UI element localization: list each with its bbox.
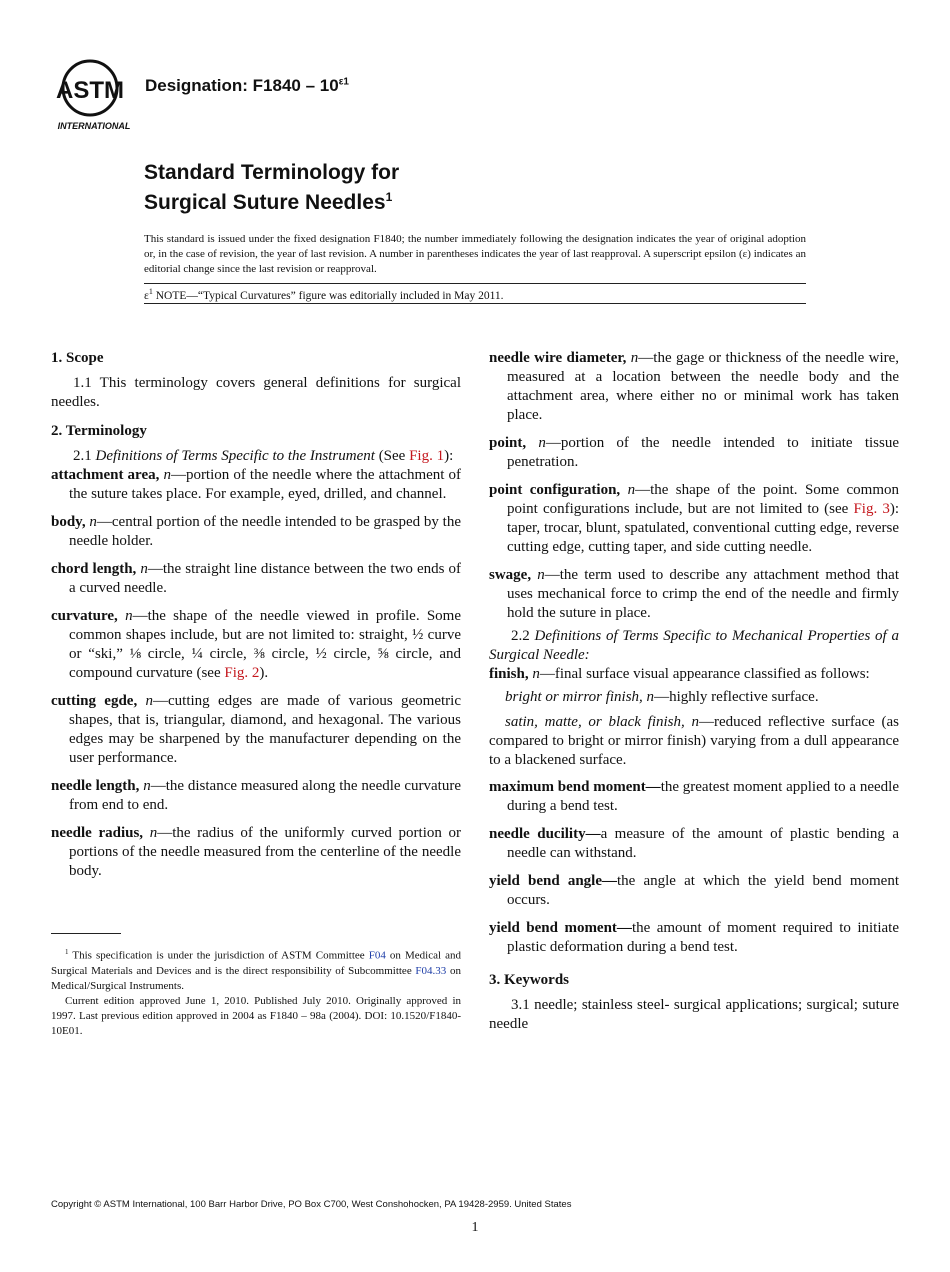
title-line-2: Surgical Suture Needles — [144, 191, 386, 214]
part-of-speech: n — [630, 350, 639, 366]
part-of-speech: n — [538, 435, 546, 451]
definition-text: —portion of the needle intended to initiate tissue penetration. — [507, 435, 899, 470]
footnote-text: This specification is under the jurisdiction of ASTM Committee — [68, 949, 369, 962]
footnote-divider — [51, 933, 121, 934]
definition-text: —highly reflective surface. — [654, 689, 819, 705]
definition — [489, 434, 899, 472]
editorial-note-text: NOTE—“Typical Curvatures” figure was editorially included in May 2011. — [152, 289, 504, 302]
page-number: 1 — [471, 1220, 479, 1235]
definition-text: —the shape of the point. Some common point configurations include, but are not limited to (see — [507, 482, 900, 517]
scope-paragraph: 1.1 This terminology covers general definitions for surgical needles. — [51, 375, 461, 410]
definition-text: —the distance measured along the needle curvature from end to end. — [69, 778, 461, 813]
copyright: Copyright © ASTM International, 100 Barr Harbor Drive, PO Box C700, West Conshohocken, PA 19428-2959. United States — [51, 1199, 572, 1210]
term: needle length, — [51, 778, 140, 794]
document-title — [144, 160, 399, 215]
definition — [489, 872, 899, 910]
definition-text: —central portion of the needle intended to be grasped by the needle holder. — [69, 514, 462, 549]
section-2-1 — [51, 447, 461, 466]
term: bright or mirror finish, n — [505, 689, 655, 705]
definition — [51, 607, 461, 683]
section-number: 2.2 — [511, 628, 535, 644]
term: yield bend moment— — [489, 920, 632, 936]
title-line-1: Standard Terminology for — [144, 161, 400, 184]
section-title: Definitions of Terms Specific to the Instrument — [95, 448, 375, 464]
part-of-speech: n — [145, 693, 153, 709]
part-of-speech: n — [627, 482, 636, 498]
definition — [51, 692, 461, 768]
definition-text: —reduced reflective surface (as compared to bright or mirror finish) varying from a dull appearance to a blackened surface. — [489, 714, 899, 768]
title-footnote-ref: 1 — [385, 190, 393, 204]
term: chord length, — [51, 561, 137, 577]
scope-heading: 1. Scope — [51, 350, 104, 366]
logo-text: ASTM — [56, 77, 124, 104]
intro-statement: This standard is issued under the fixed designation F1840; the number immediately following the designation indicates the year of original adoption or, in the case of revision, the year of last revision. A number in parentheses indicates the year of last reapproval. A superscript epsilon (ε) indicates an editorial change since the last revision or reapproval. — [144, 233, 806, 275]
term: finish, — [489, 666, 529, 682]
definition-text: —final surface visual appearance classified as follows: — [539, 666, 870, 682]
definition-text: —the gage or thickness of the needle wire, measured at a location between the needle body and the attachment area, where either no or minimal work has taken place. — [507, 350, 900, 423]
section-text: (See — [374, 448, 410, 464]
part-of-speech: n — [163, 467, 171, 483]
definition-text: ): taper, trocar, blunt, spatulated, conventional cutting edge, reverse cutting edge, cutting taper, and side cutting needle. — [507, 501, 899, 555]
term: attachment area, — [51, 467, 160, 483]
committee-link[interactable]: F04 — [368, 949, 386, 962]
editorial-note — [144, 287, 504, 302]
definition — [51, 466, 461, 504]
designation — [145, 76, 349, 96]
sub-definition — [489, 688, 899, 707]
definition-text: —the radius of the uniformly curved portion or portions of the needle measured from the centerline of the needle body. — [69, 825, 461, 879]
definition-text: ). — [259, 665, 269, 681]
section-2-2 — [489, 627, 899, 665]
subcommittee-link[interactable]: F04.33 — [415, 964, 447, 977]
footnote — [51, 945, 461, 1039]
term: point configuration, — [489, 482, 621, 498]
part-of-speech: n — [149, 825, 158, 841]
definition — [489, 349, 899, 425]
term: needle radius, — [51, 825, 144, 841]
section-title: Definitions of Terms Specific to Mechanical Properties of a Surgical Needle: — [489, 628, 899, 663]
logo-subtext: INTERNATIONAL — [57, 121, 131, 131]
section-number: 2.1 — [73, 448, 96, 464]
definition-text: the amount of moment required to initiate plastic deformation during a bend test. — [507, 920, 899, 955]
keywords-paragraph: 3.1 needle; stainless steel- surgical applications; surgical; suture needle — [489, 997, 899, 1032]
definition — [51, 513, 461, 551]
designation-text: Designation: F1840 – 10 — [145, 76, 339, 95]
fig-1-link[interactable]: Fig. 1 — [409, 448, 445, 464]
divider-bottom — [144, 303, 806, 304]
footnote-number: 1 — [65, 948, 69, 956]
term: maximum bend moment— — [489, 779, 661, 795]
definition-text: the angle at which the yield bend moment occurs. — [507, 873, 899, 908]
definition — [489, 825, 899, 863]
part-of-speech: n — [89, 514, 97, 530]
part-of-speech: n — [537, 567, 545, 583]
definition-text: —the term used to describe any attachment method that uses mechanical force to crimp the end of the needle and firmly hold the suture in place. — [507, 567, 899, 621]
term: cutting egde, — [51, 693, 138, 709]
footnote-text: on Medical and Surgical Materials and Devices and is the direct responsibility of Subcommittee — [51, 949, 461, 977]
part-of-speech: n — [143, 778, 151, 794]
definition — [51, 777, 461, 815]
term: point, — [489, 435, 527, 451]
definition-text: —portion of the needle where the attachment of the suture takes place. For example, eyed, drilled, and channel. — [69, 467, 462, 502]
definition-text: the greatest moment applied to a needle during a bend test. — [507, 779, 899, 814]
definition — [489, 566, 899, 623]
footnote-text: on Medical/Surgical Instruments. — [51, 964, 462, 992]
definition-text: —the straight line distance between the two ends of a curved needle. — [69, 561, 462, 596]
term: swage, — [489, 567, 532, 583]
part-of-speech: n — [140, 561, 148, 577]
definition — [51, 824, 461, 881]
divider-top — [144, 283, 806, 284]
right-column — [489, 349, 899, 1044]
term: yield bend angle— — [489, 873, 617, 889]
term: needle wire diameter, — [489, 350, 627, 366]
term: satin, matte, or black finish, n — [505, 714, 699, 730]
definition — [489, 778, 899, 816]
editorial-note-sup: 1 — [148, 287, 153, 296]
term: curvature, — [51, 608, 118, 624]
fig-3-link[interactable]: Fig. 3 — [853, 501, 890, 517]
definition — [489, 919, 899, 957]
definition — [489, 665, 899, 684]
left-column — [51, 349, 461, 890]
footnote-edition: Current edition approved June 1, 2010. Published July 2010. Originally approved in 1997. Last previous edition approved in 2004 as F1840 – 98a (2004). DOI: 10.1520/F1840-10E01. — [51, 994, 461, 1037]
keywords-heading: 3. Keywords — [489, 972, 569, 988]
editorial-note-symbol: ε — [144, 289, 149, 302]
fig-2-link[interactable]: Fig. 2 — [224, 665, 260, 681]
term: needle ducility— — [489, 826, 601, 842]
definition-text: a measure of the amount of plastic bending a needle can withstand. — [507, 826, 900, 861]
sub-definition — [489, 713, 899, 770]
section-text: ): — [444, 448, 454, 464]
terminology-heading: 2. Terminology — [51, 423, 147, 439]
part-of-speech: n — [532, 666, 540, 682]
designation-sup: ε1 — [338, 76, 349, 88]
definition — [489, 481, 899, 557]
definition — [51, 560, 461, 598]
definition-text: —cutting edges are made of various geometric shapes, that is, triangular, diamond, and hexagonal. The various edges may be sharpened by the manufacturer depending on the user performance. — [69, 693, 461, 766]
definition-text: —the shape of the needle viewed in profile. Some common shapes include, but are not limited to: straight, ½ curve or “ski,” ⅛ circle, ¼ circle, ⅜ circle, ½ circle, ⅝ circle, and compound curvature (see — [69, 608, 461, 681]
astm-logo — [54, 58, 136, 132]
term: body, — [51, 514, 86, 530]
part-of-speech: n — [125, 608, 133, 624]
